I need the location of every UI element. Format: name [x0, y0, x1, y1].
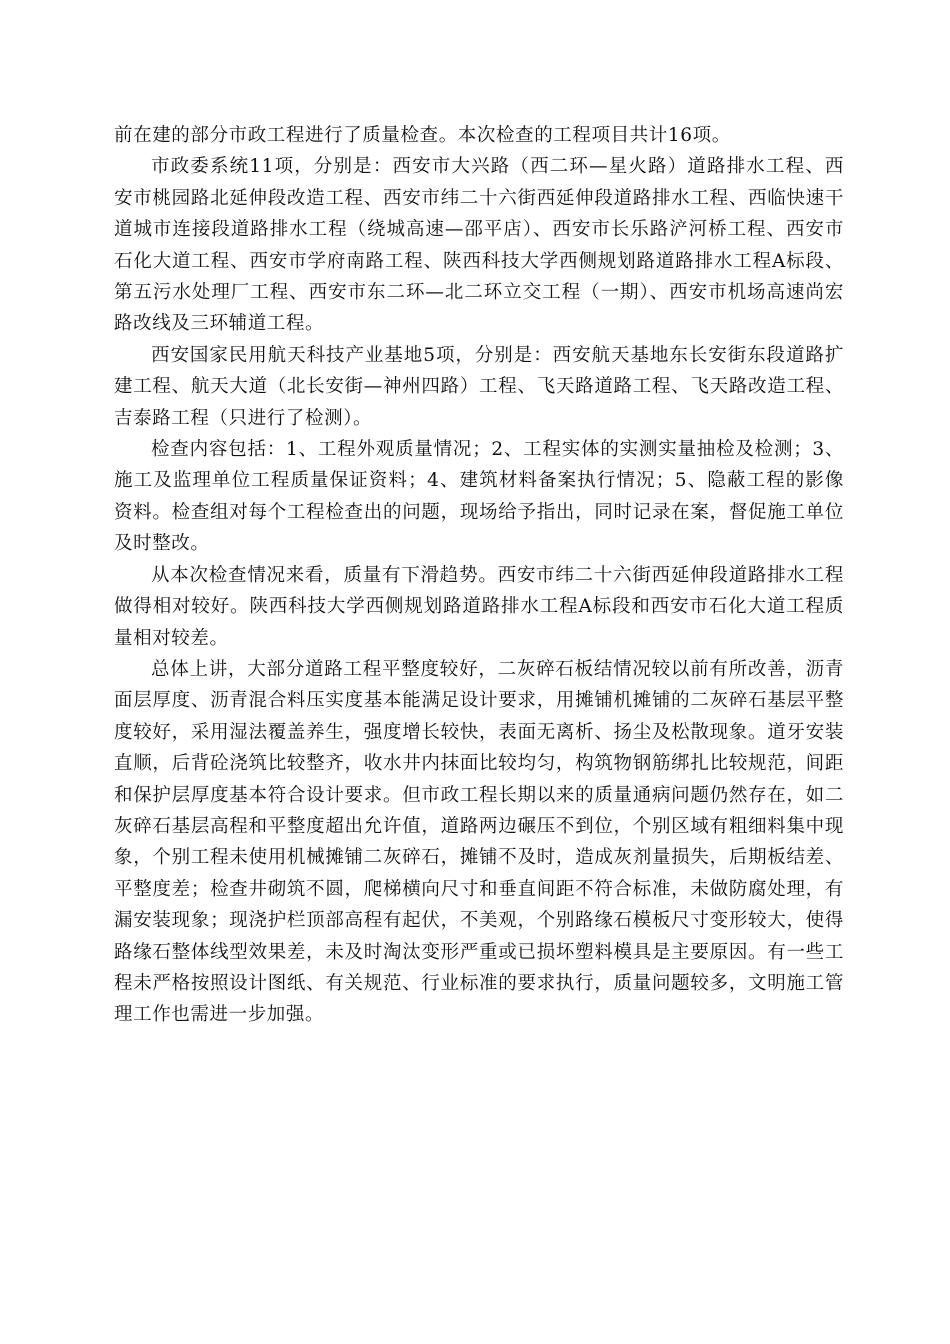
paragraph-aerospace-base-projects: 西安国家民用航天科技产业基地5项，分别是：西安航天基地东长安街东段道路扩建工程、航天大道（北长安街—神州四路）工程、飞天路道路工程、飞天路改造工程、吉泰路工程（只进行了检测）。: [114, 344, 844, 429]
paragraph-inspection-results: 从本次检查情况来看，质量有下滑趋势。西安市纬二十六街西延伸段道路排水工程做得相对较好。陕西科技大学西侧规划路道路排水工程A标段和西安市石化大道工程质量相对较差。: [114, 564, 844, 649]
paragraph-overall-assessment: 总体上讲，大部分道路工程平整度较好，二灰碎石板结情况较以前有所改善，沥青面层厚度、沥青混合料压实度基本能满足设计要求，用摊铺机摊铺的二灰碎石基层平整度较好，采用湿法覆盖养生，强度增长较快，表面无离析、扬尘及松散现象。道牙安装直顺，后背砼浇筑比较整齐，收水井内抹面比较均匀，构筑物钢筋绑扎比较规范，间距和保护层厚度基本符合设计要求。但市政工程长期以来的质量通病问题仍然存在，如二灰碎石基层高程和平整度超出允许值，道路两边碾压不到位，个别区域有粗细料集中现象，个别工程未使用机械摊铺二灰碎石，摊铺不及时，造成灰剂量损失，后期板结差、平整度差；检查井砌筑不圆，爬梯横向尺寸和垂直间距不符合标准，未做防腐处理，有漏安装现象；现浇护栏顶部高程有起伏，不美观，个别路缘石模板尺寸变形较大，使得路缘石整体线型效果差，未及时淘汰变形严重或已损坏塑料模具是主要原因。有一些工程未严格按照设计图纸、有关规范、行业标准的要求执行，质量问题较多，文明施工管理工作也需进一步加强。: [114, 658, 844, 1026]
paragraph-inspection-content: 检查内容包括：1、工程外观质量情况；2、工程实体的实测实量抽检及检测；3、施工及监理单位工程质量保证资料；4、建筑材料备案执行情况；5、隐蔽工程的影像资料。检查组对每个工程检查出的问题，现场给予指出，同时记录在案，督促施工单位及时整改。: [114, 439, 844, 555]
paragraph-municipal-projects: 市政委系统11项，分别是：西安市大兴路（西二环—星火路）道路排水工程、西安市桃园路北延伸段改造工程、西安市纬二十六街西延伸段道路排水工程、西临快速干道城市连接段道路排水工程（绕城高速—邵平店）、西安市长乐路浐河桥工程、西安市石化大道工程、西安市学府南路工程、陕西科技大学西侧规划路道路排水工程A标段、第五污水处理厂工程、西安市东二环—北二环立交工程（一期）、西安市机场高速尚宏路改线及三环辅道工程。: [114, 156, 844, 335]
paragraph-continuation: 前在建的部分市政工程进行了质量检查。本次检查的工程项目共计16项。: [114, 125, 731, 146]
document-body: [114, 120, 844, 1031]
